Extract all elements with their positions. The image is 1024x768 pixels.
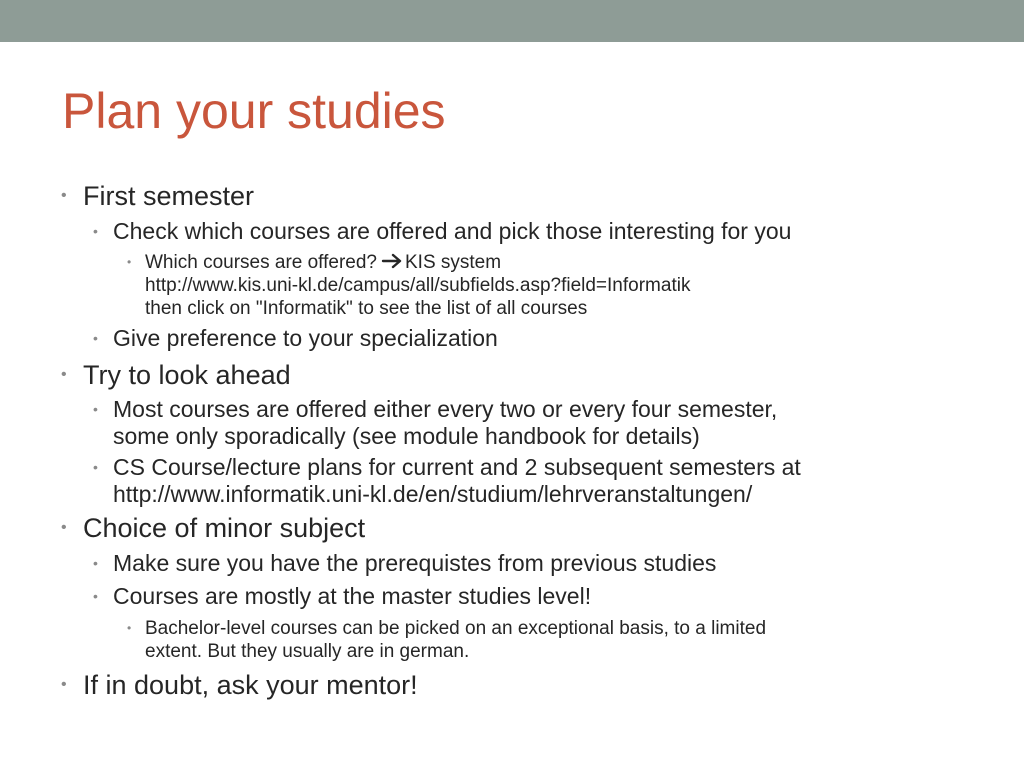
bullet-text: Give preference to your specialization — [113, 325, 498, 351]
bullet-look-ahead — [61, 359, 291, 391]
cs-plans-url-link[interactable]: http://www.informatik.uni-kl.de/en/studium/lehrveranstaltungen/ — [113, 481, 753, 507]
bullet-text-line-1: Bachelor-level courses can be picked on an exceptional basis, to a limited — [145, 618, 767, 639]
bullet-text-line-2: extent. But they usually are in german. — [145, 641, 470, 662]
bullet-text-line-1: CS Course/lecture plans for current and 2 subsequent semesters at — [113, 454, 801, 480]
bullet-text: Make sure you have the prerequistes from previous studies — [113, 550, 717, 576]
bullet-first-semester — [61, 180, 255, 212]
bullet-text: If in doubt, ask your mentor! — [83, 670, 418, 700]
top-decorative-bar — [0, 0, 1024, 42]
bullet-marker: • — [61, 676, 67, 693]
arrow-right-icon — [381, 253, 403, 269]
bullet-text: Choice of minor subject — [83, 513, 366, 543]
bullet-marker: • — [93, 401, 98, 417]
kis-url-link[interactable]: http://www.kis.uni-kl.de/campus/all/subfields.asp?field=Informatik — [145, 275, 691, 296]
bullet-text: Courses are mostly at the master studies level! — [113, 583, 592, 609]
bullet-marker: • — [127, 255, 132, 269]
bullet-most-courses — [93, 396, 778, 450]
bullet-text-line-1: Most courses are offered either every two or every four semester, — [113, 396, 778, 422]
bullet-marker: • — [93, 330, 98, 346]
then-click-text: then click on "Informatik" to see the list of all courses — [145, 298, 588, 319]
bullet-minor-subject — [61, 512, 366, 544]
bullet-marker: • — [127, 621, 132, 635]
kis-system-text: KIS system — [405, 252, 502, 273]
bullet-marker: • — [93, 555, 98, 571]
bullet-line — [145, 251, 690, 274]
bullet-which-offered — [127, 251, 691, 320]
bullet-text-line-2: some only sporadically (see module handbook for details) — [113, 423, 700, 449]
bullet-prerequisites — [93, 550, 717, 577]
bullet-marker: • — [93, 223, 98, 239]
bullet-text: Try to look ahead — [83, 360, 291, 390]
bullet-marker: • — [93, 588, 98, 604]
bullet-marker: • — [61, 187, 67, 204]
bullet-marker: • — [93, 459, 98, 475]
bullet-give-preference — [93, 325, 498, 352]
bullet-cs-plans — [93, 454, 801, 508]
bullet-mentor — [61, 669, 418, 701]
bullet-marker: • — [61, 366, 67, 383]
bullet-check-courses — [93, 218, 792, 245]
bullet-master-level — [93, 583, 592, 610]
bullet-text: First semester — [83, 181, 255, 211]
slide-title: Plan your studies — [62, 83, 446, 139]
bullet-text: Check which courses are offered and pick those interesting for you — [113, 218, 792, 244]
bullet-marker: • — [61, 519, 67, 536]
which-offered-text: Which courses are offered? — [145, 252, 377, 273]
bullet-bachelor-level — [127, 617, 767, 663]
